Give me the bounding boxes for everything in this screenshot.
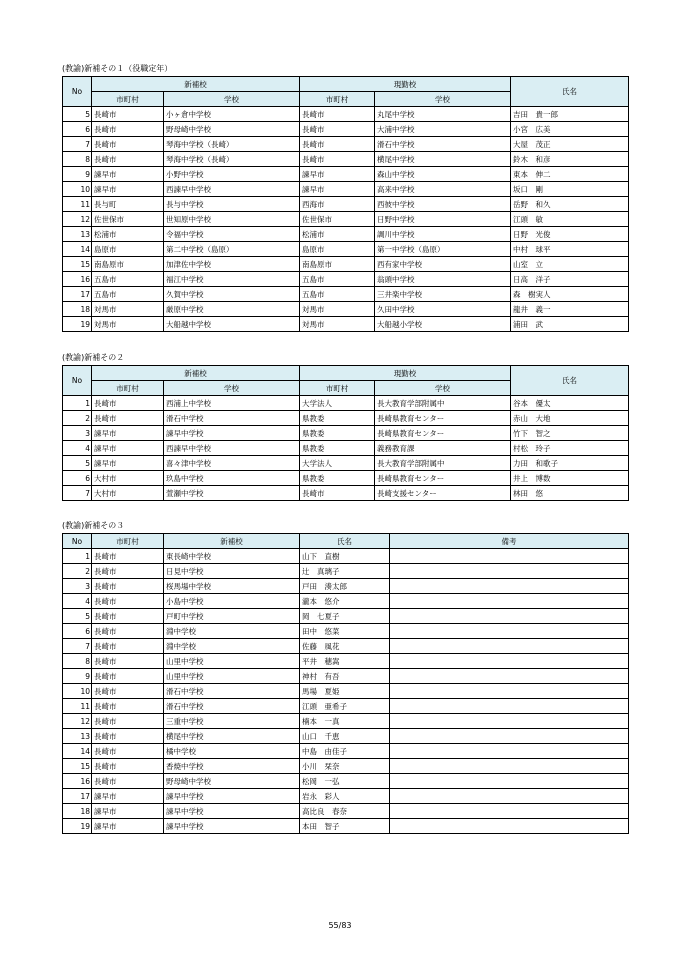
table-row xyxy=(63,137,629,152)
cell-remarks xyxy=(390,609,629,624)
section-3-table xyxy=(62,533,629,834)
header-new-school: 新補校 xyxy=(164,534,300,549)
cell-no: 14 xyxy=(63,744,92,759)
table-row xyxy=(63,564,629,579)
cell-name: 山下 直樹 xyxy=(300,549,390,564)
cell-no: 14 xyxy=(63,242,92,257)
cell-name: 竹下 智之 xyxy=(511,426,629,441)
table-row xyxy=(63,639,629,654)
section-1-title: (教諭)新補その１（役職定年） xyxy=(62,64,173,73)
cell-no: 17 xyxy=(63,789,92,804)
cell-name: 村松 玲子 xyxy=(511,441,629,456)
cell-current-school: 調川中学校 xyxy=(375,227,511,242)
cell-new-school: 戸町中学校 xyxy=(164,609,300,624)
cell-city: 長崎市 xyxy=(92,669,164,684)
cell-current-school: 西有家中学校 xyxy=(375,257,511,272)
cell-new-school: 萱瀬中学校 xyxy=(164,486,300,501)
cell-city: 長崎市 xyxy=(92,549,164,564)
cell-remarks xyxy=(390,684,629,699)
cell-new-school: 野母崎中学校 xyxy=(164,122,300,137)
cell-no: 5 xyxy=(63,107,92,122)
table-row xyxy=(63,624,629,639)
cell-name: 岩永 彩人 xyxy=(300,789,390,804)
cell-name: 本田 智子 xyxy=(300,819,390,834)
cell-new-school: 世知原中学校 xyxy=(164,212,300,227)
cell-no: 9 xyxy=(63,167,92,182)
cell-current-city: 長崎市 xyxy=(300,122,375,137)
cell-name: 吉田 貴一郎 xyxy=(511,107,629,122)
cell-new-school: 小野中学校 xyxy=(164,167,300,182)
cell-new-school: 野母崎中学校 xyxy=(164,774,300,789)
table-row xyxy=(63,669,629,684)
cell-no: 13 xyxy=(63,227,92,242)
cell-city: 長崎市 xyxy=(92,759,164,774)
cell-no: 6 xyxy=(63,471,92,486)
table-row xyxy=(63,272,629,287)
cell-current-city: 長崎市 xyxy=(300,107,375,122)
cell-current-school: 森山中学校 xyxy=(375,167,511,182)
cell-no: 7 xyxy=(63,486,92,501)
cell-new-city: 対馬市 xyxy=(92,317,164,332)
cell-no: 10 xyxy=(63,182,92,197)
cell-current-city: 西海市 xyxy=(300,197,375,212)
cell-no: 2 xyxy=(63,564,92,579)
cell-name: 江頭 敏 xyxy=(511,212,629,227)
cell-city: 長崎市 xyxy=(92,639,164,654)
header-new-school-name: 学校 xyxy=(164,92,300,107)
cell-current-school: 丸尾中学校 xyxy=(375,107,511,122)
cell-current-school: 義務教育課 xyxy=(375,441,511,456)
cell-new-school: 三重中学校 xyxy=(164,714,300,729)
cell-new-school: 橘中学校 xyxy=(164,744,300,759)
cell-new-school: 淵中学校 xyxy=(164,624,300,639)
cell-no: 15 xyxy=(63,759,92,774)
cell-name: 平井 穂嵩 xyxy=(300,654,390,669)
cell-current-city: 南島原市 xyxy=(300,257,375,272)
section-2-table xyxy=(62,365,629,501)
header-no: No xyxy=(63,366,92,396)
cell-name: 谷本 優太 xyxy=(511,396,629,411)
cell-no: 7 xyxy=(63,137,92,152)
cell-no: 8 xyxy=(63,654,92,669)
cell-current-school: 長崎県教育センター xyxy=(375,411,511,426)
table-row xyxy=(63,684,629,699)
cell-current-school: 長崎支援センター xyxy=(375,486,511,501)
table-row xyxy=(63,456,629,471)
cell-city: 長崎市 xyxy=(92,729,164,744)
header-current-school-name: 学校 xyxy=(375,381,511,396)
cell-current-school: 第一中学校（島原） xyxy=(375,242,511,257)
cell-no: 3 xyxy=(63,579,92,594)
cell-name: 江頭 亜希子 xyxy=(300,699,390,714)
table-row xyxy=(63,107,629,122)
cell-current-school: 長崎県教育センター xyxy=(375,426,511,441)
cell-no: 19 xyxy=(63,819,92,834)
cell-new-city: 長崎市 xyxy=(92,122,164,137)
cell-new-school: 大船越中学校 xyxy=(164,317,300,332)
cell-remarks xyxy=(390,669,629,684)
cell-name: 森 樹実人 xyxy=(511,287,629,302)
cell-name: 鈴木 和彦 xyxy=(511,152,629,167)
cell-remarks xyxy=(390,819,629,834)
table-row xyxy=(63,594,629,609)
cell-name: 日野 光俊 xyxy=(511,227,629,242)
cell-remarks xyxy=(390,804,629,819)
cell-city: 長崎市 xyxy=(92,579,164,594)
table-row xyxy=(63,789,629,804)
cell-remarks xyxy=(390,729,629,744)
cell-current-city: 松浦市 xyxy=(300,227,375,242)
cell-current-city: 県教委 xyxy=(300,471,375,486)
cell-current-city: 諫早市 xyxy=(300,167,375,182)
cell-city: 長崎市 xyxy=(92,594,164,609)
table-row xyxy=(63,317,629,332)
cell-new-school: 琴海中学校（長崎） xyxy=(164,152,300,167)
cell-name: 小川 栞奈 xyxy=(300,759,390,774)
cell-city: 諫早市 xyxy=(92,789,164,804)
cell-new-school: 小ヶ倉中学校 xyxy=(164,107,300,122)
table-row xyxy=(63,759,629,774)
cell-name: 林田 悠 xyxy=(511,486,629,501)
cell-new-city: 南島原市 xyxy=(92,257,164,272)
cell-current-city: 長崎市 xyxy=(300,486,375,501)
cell-new-city: 長崎市 xyxy=(92,411,164,426)
cell-new-school: 諫早中学校 xyxy=(164,789,300,804)
table-row xyxy=(63,579,629,594)
table-row xyxy=(63,441,629,456)
cell-remarks xyxy=(390,639,629,654)
cell-name: 浦田 武 xyxy=(511,317,629,332)
cell-remarks xyxy=(390,744,629,759)
cell-new-city: 長崎市 xyxy=(92,152,164,167)
cell-no: 4 xyxy=(63,594,92,609)
cell-name: 山室 立 xyxy=(511,257,629,272)
cell-name: 神村 有吾 xyxy=(300,669,390,684)
cell-new-city: 諫早市 xyxy=(92,441,164,456)
cell-no: 9 xyxy=(63,669,92,684)
cell-new-school: 西諫早中学校 xyxy=(164,441,300,456)
section-1-table xyxy=(62,76,629,332)
cell-current-school: 大浦中学校 xyxy=(375,122,511,137)
cell-new-city: 諫早市 xyxy=(92,456,164,471)
table-row xyxy=(63,426,629,441)
cell-new-city: 諫早市 xyxy=(92,426,164,441)
cell-new-city: 五島市 xyxy=(92,272,164,287)
cell-new-city: 諫早市 xyxy=(92,167,164,182)
table-row xyxy=(63,654,629,669)
cell-new-school: 長与中学校 xyxy=(164,197,300,212)
table-row xyxy=(63,819,629,834)
cell-name: 力田 和歌子 xyxy=(511,456,629,471)
table-row xyxy=(63,122,629,137)
cell-current-city: 対馬市 xyxy=(300,302,375,317)
cell-no: 18 xyxy=(63,804,92,819)
cell-name: 小宮 広美 xyxy=(511,122,629,137)
cell-new-school: 淵中学校 xyxy=(164,639,300,654)
cell-name: 瀧本 悠介 xyxy=(300,594,390,609)
header-new-school: 新補校 xyxy=(92,77,300,92)
cell-name: 中島 由佳子 xyxy=(300,744,390,759)
cell-city: 諫早市 xyxy=(92,804,164,819)
cell-current-school: 横尾中学校 xyxy=(375,152,511,167)
cell-new-school: 福江中学校 xyxy=(164,272,300,287)
cell-new-city: 島原市 xyxy=(92,242,164,257)
header-current-city: 市町村 xyxy=(300,381,375,396)
cell-name: 田中 悠菜 xyxy=(300,624,390,639)
cell-no: 5 xyxy=(63,609,92,624)
cell-new-school: 小島中学校 xyxy=(164,594,300,609)
cell-remarks xyxy=(390,759,629,774)
cell-city: 長崎市 xyxy=(92,609,164,624)
table-row xyxy=(63,549,629,564)
header-new-school: 新補校 xyxy=(92,366,300,381)
cell-new-school: 玖島中学校 xyxy=(164,471,300,486)
cell-no: 1 xyxy=(63,396,92,411)
page-number: 55/83 xyxy=(328,921,352,930)
cell-name: 日高 洋子 xyxy=(511,272,629,287)
cell-name: 馬場 夏姫 xyxy=(300,684,390,699)
table-row xyxy=(63,714,629,729)
cell-no: 17 xyxy=(63,287,92,302)
cell-new-city: 五島市 xyxy=(92,287,164,302)
cell-current-city: 大学法人 xyxy=(300,456,375,471)
cell-city: 長崎市 xyxy=(92,774,164,789)
cell-remarks xyxy=(390,549,629,564)
cell-new-city: 松浦市 xyxy=(92,227,164,242)
cell-new-school: 久賀中学校 xyxy=(164,287,300,302)
cell-name: 中村 球平 xyxy=(511,242,629,257)
cell-new-school: 諫早中学校 xyxy=(164,804,300,819)
cell-remarks xyxy=(390,594,629,609)
cell-no: 12 xyxy=(63,714,92,729)
cell-new-city: 対馬市 xyxy=(92,302,164,317)
cell-current-school: 西彼中学校 xyxy=(375,197,511,212)
table-row xyxy=(63,242,629,257)
header-city: 市町村 xyxy=(92,534,164,549)
table-row xyxy=(63,699,629,714)
section-2-title: (教諭)新補その２ xyxy=(62,353,125,362)
cell-new-city: 長崎市 xyxy=(92,137,164,152)
table-row xyxy=(63,182,629,197)
cell-name: 東本 伸二 xyxy=(511,167,629,182)
cell-new-school: 滑石中学校 xyxy=(164,684,300,699)
cell-city: 長崎市 xyxy=(92,744,164,759)
cell-remarks xyxy=(390,699,629,714)
cell-current-school: 大船越小学校 xyxy=(375,317,511,332)
cell-new-school: 加津佐中学校 xyxy=(164,257,300,272)
header-no: No xyxy=(63,77,92,107)
header-new-city: 市町村 xyxy=(92,92,164,107)
cell-new-school: 滑石中学校 xyxy=(164,411,300,426)
cell-current-school: 日野中学校 xyxy=(375,212,511,227)
cell-current-city: 対馬市 xyxy=(300,317,375,332)
table-row xyxy=(63,152,629,167)
cell-new-school: 日見中学校 xyxy=(164,564,300,579)
header-current-school: 現勤校 xyxy=(300,77,511,92)
cell-current-city: 佐世保市 xyxy=(300,212,375,227)
cell-current-city: 諫早市 xyxy=(300,182,375,197)
cell-city: 長崎市 xyxy=(92,564,164,579)
cell-name: 坂口 剛 xyxy=(511,182,629,197)
cell-new-school: 滑石中学校 xyxy=(164,699,300,714)
cell-name: 赤山 大地 xyxy=(511,411,629,426)
header-current-city: 市町村 xyxy=(300,92,375,107)
cell-name: 高比良 春奈 xyxy=(300,804,390,819)
cell-city: 長崎市 xyxy=(92,654,164,669)
header-name: 氏名 xyxy=(511,77,629,107)
cell-name: 岡 七夏子 xyxy=(300,609,390,624)
cell-current-school: 長大教育学部附属中 xyxy=(375,396,511,411)
cell-new-school: 諫早中学校 xyxy=(164,426,300,441)
cell-no: 3 xyxy=(63,426,92,441)
cell-name: 佐藤 風花 xyxy=(300,639,390,654)
cell-no: 16 xyxy=(63,774,92,789)
cell-new-school: 厳原中学校 xyxy=(164,302,300,317)
cell-current-city: 県教委 xyxy=(300,441,375,456)
cell-city: 長崎市 xyxy=(92,699,164,714)
table-row xyxy=(63,302,629,317)
cell-current-school: 長崎県教育センター xyxy=(375,471,511,486)
cell-no: 6 xyxy=(63,122,92,137)
cell-remarks xyxy=(390,714,629,729)
cell-new-school: 香焼中学校 xyxy=(164,759,300,774)
cell-new-school: 山里中学校 xyxy=(164,654,300,669)
cell-no: 16 xyxy=(63,272,92,287)
table-row xyxy=(63,197,629,212)
cell-name: 戸田 湊太郎 xyxy=(300,579,390,594)
cell-new-school: 喜々津中学校 xyxy=(164,456,300,471)
header-new-city: 市町村 xyxy=(92,381,164,396)
cell-new-school: 西浦上中学校 xyxy=(164,396,300,411)
cell-new-school: 山里中学校 xyxy=(164,669,300,684)
cell-remarks xyxy=(390,789,629,804)
cell-current-city: 大学法人 xyxy=(300,396,375,411)
cell-name: 大屋 茂正 xyxy=(511,137,629,152)
cell-new-city: 諫早市 xyxy=(92,182,164,197)
cell-new-school: 令福中学校 xyxy=(164,227,300,242)
cell-name: 井上 博数 xyxy=(511,471,629,486)
table-row xyxy=(63,774,629,789)
header-current-school-name: 学校 xyxy=(375,92,511,107)
table-row xyxy=(63,257,629,272)
cell-name: 岳野 和久 xyxy=(511,197,629,212)
header-name: 氏名 xyxy=(300,534,390,549)
cell-name: 辻 真璃子 xyxy=(300,564,390,579)
cell-no: 13 xyxy=(63,729,92,744)
table-row xyxy=(63,471,629,486)
table-row xyxy=(63,486,629,501)
table-row xyxy=(63,212,629,227)
cell-current-city: 長崎市 xyxy=(300,137,375,152)
cell-name: 松岡 一弘 xyxy=(300,774,390,789)
table-row xyxy=(63,287,629,302)
header-new-school-name: 学校 xyxy=(164,381,300,396)
cell-remarks xyxy=(390,624,629,639)
cell-new-city: 大村市 xyxy=(92,486,164,501)
cell-current-city: 長崎市 xyxy=(300,152,375,167)
cell-city: 諫早市 xyxy=(92,819,164,834)
cell-new-school: 桜馬場中学校 xyxy=(164,579,300,594)
cell-current-school: 長大教育学部附属中 xyxy=(375,456,511,471)
cell-remarks xyxy=(390,579,629,594)
cell-no: 7 xyxy=(63,639,92,654)
cell-name: 龍井 義一 xyxy=(511,302,629,317)
cell-new-city: 大村市 xyxy=(92,471,164,486)
cell-no: 11 xyxy=(63,197,92,212)
cell-no: 5 xyxy=(63,456,92,471)
cell-current-city: 五島市 xyxy=(300,287,375,302)
cell-new-school: 琴海中学校（長崎） xyxy=(164,137,300,152)
cell-new-school: 横尾中学校 xyxy=(164,729,300,744)
table-row xyxy=(63,411,629,426)
cell-new-city: 長崎市 xyxy=(92,107,164,122)
cell-new-city: 長与町 xyxy=(92,197,164,212)
header-remarks: 備考 xyxy=(390,534,629,549)
cell-no: 4 xyxy=(63,441,92,456)
table-row xyxy=(63,609,629,624)
header-no: No xyxy=(63,534,92,549)
cell-city: 長崎市 xyxy=(92,624,164,639)
cell-new-school: 西諫早中学校 xyxy=(164,182,300,197)
cell-remarks xyxy=(390,774,629,789)
cell-no: 6 xyxy=(63,624,92,639)
cell-no: 8 xyxy=(63,152,92,167)
cell-current-school: 高来中学校 xyxy=(375,182,511,197)
cell-no: 18 xyxy=(63,302,92,317)
header-current-school: 現勤校 xyxy=(300,366,511,381)
cell-new-school: 東長崎中学校 xyxy=(164,549,300,564)
cell-no: 10 xyxy=(63,684,92,699)
cell-city: 長崎市 xyxy=(92,684,164,699)
cell-name: 山口 千恵 xyxy=(300,729,390,744)
cell-new-school: 諫早中学校 xyxy=(164,819,300,834)
cell-no: 2 xyxy=(63,411,92,426)
table-row xyxy=(63,804,629,819)
table-row xyxy=(63,396,629,411)
table-row xyxy=(63,227,629,242)
cell-new-city: 長崎市 xyxy=(92,396,164,411)
table-row xyxy=(63,167,629,182)
cell-new-school: 第二中学校（島原） xyxy=(164,242,300,257)
cell-current-city: 県教委 xyxy=(300,411,375,426)
table-row xyxy=(63,729,629,744)
cell-no: 11 xyxy=(63,699,92,714)
cell-name: 楠本 一真 xyxy=(300,714,390,729)
cell-current-city: 五島市 xyxy=(300,272,375,287)
cell-new-city: 佐世保市 xyxy=(92,212,164,227)
cell-current-school: 三井楽中学校 xyxy=(375,287,511,302)
cell-current-city: 県教委 xyxy=(300,426,375,441)
header-name: 氏名 xyxy=(511,366,629,396)
cell-current-city: 島原市 xyxy=(300,242,375,257)
cell-city: 長崎市 xyxy=(92,714,164,729)
cell-no: 19 xyxy=(63,317,92,332)
table-row xyxy=(63,744,629,759)
cell-no: 12 xyxy=(63,212,92,227)
cell-no: 1 xyxy=(63,549,92,564)
cell-remarks xyxy=(390,654,629,669)
cell-current-school: 久田中学校 xyxy=(375,302,511,317)
cell-no: 15 xyxy=(63,257,92,272)
cell-current-school: 翁頭中学校 xyxy=(375,272,511,287)
cell-remarks xyxy=(390,564,629,579)
section-3-title: (教諭)新補その３ xyxy=(62,521,125,530)
cell-current-school: 滑石中学校 xyxy=(375,137,511,152)
